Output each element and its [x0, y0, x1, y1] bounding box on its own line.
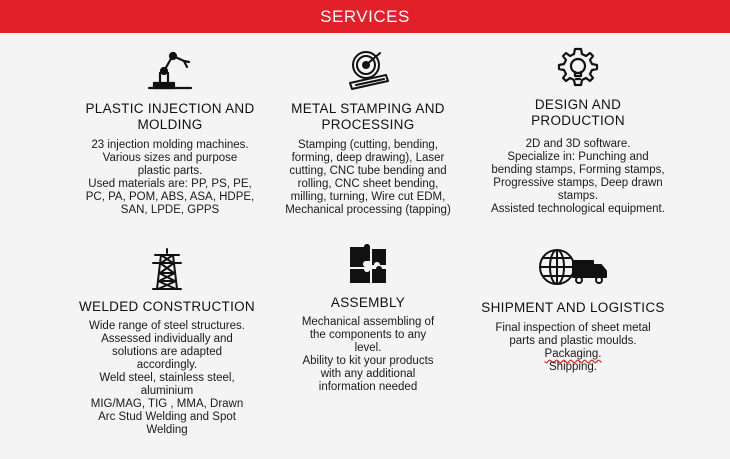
service-card-assembly	[268, 241, 468, 394]
description-line: 2D and 3D software.	[525, 138, 631, 150]
description-line: rolling, CNC sheet bending,	[297, 178, 439, 190]
description-line: Shipping.	[549, 361, 597, 373]
description-line: Wide range of steel structures.	[89, 320, 245, 332]
robot-arm-icon	[146, 45, 194, 93]
service-title-line: METAL STAMPING AND	[291, 101, 445, 116]
description-line: Stamping (cutting, bending,	[297, 139, 438, 151]
description-line: bending stamps, Forming stamps,	[491, 164, 665, 176]
description-line: Packaging.	[544, 348, 602, 360]
service-card-design-production	[478, 45, 678, 216]
service-title-line: PRODUCTION	[531, 113, 625, 128]
service-title-line: WELDED CONSTRUCTION	[79, 299, 255, 314]
description-line: PC, PA, POM, ABS, ASA, HDPE,	[85, 191, 255, 203]
saw-blade-icon	[344, 45, 392, 93]
description-line: aluminium	[140, 385, 194, 397]
description-line: Welding	[146, 424, 188, 436]
service-description	[67, 320, 267, 437]
description-line: level.	[354, 342, 382, 354]
description-line: Specialize in: Punching and	[507, 151, 649, 163]
description-line: stamps.	[557, 190, 599, 202]
service-description	[473, 322, 673, 374]
description-line: Weld steel, stainless steel,	[99, 372, 235, 384]
description-line: Mechanical processing (tapping)	[285, 204, 451, 216]
service-card-plastic-injection	[70, 45, 270, 217]
service-title-line: MOLDING	[137, 117, 203, 132]
service-card-metal-stamping	[268, 45, 468, 217]
services-grid	[0, 33, 730, 459]
description-line: Various sizes and purpose	[102, 152, 238, 164]
service-title-line: PLASTIC INJECTION AND	[85, 101, 255, 116]
description-line: Final inspection of sheet metal	[495, 322, 651, 334]
service-title-line: ASSEMBLY	[330, 295, 406, 310]
service-description	[268, 316, 468, 394]
description-line: milling, turning, Wire cut EDM,	[290, 191, 446, 203]
steel-tower-icon	[147, 247, 187, 291]
globe-truck-icon	[537, 247, 609, 289]
description-line: information needed	[318, 381, 418, 393]
description-line: solutions are adapted	[112, 346, 222, 358]
page-title: SERVICES	[320, 6, 410, 26]
description-line: Arc Stud Welding and Spot	[98, 411, 236, 423]
service-title-line: SHIPMENT AND LOGISTICS	[481, 300, 665, 315]
description-line: Mechanical assembling of	[301, 316, 435, 328]
description-line: Ability to kit your products	[302, 355, 434, 367]
service-description	[478, 138, 678, 216]
description-line: parts and plastic moulds.	[509, 335, 637, 347]
service-title-line: PROCESSING	[321, 117, 415, 132]
description-line: Assisted technological equipment.	[491, 203, 665, 215]
description-line: SAN, LPDE, GPPS	[120, 204, 220, 216]
description-line: plastic parts.	[137, 165, 203, 177]
description-line: Assessed individually and	[101, 333, 233, 345]
description-line: forming, deep drawing), Laser	[291, 152, 445, 164]
service-description	[268, 139, 468, 217]
description-line: the components to any	[309, 329, 427, 341]
description-line: Used materials are: PP, PS, PE,	[88, 178, 252, 190]
description-line: MIG/MAG, TIG , MMA, Drawn	[90, 398, 244, 410]
description-line: Progressive stamps, Deep drawn	[493, 177, 663, 189]
service-card-shipment-logistics	[473, 247, 673, 374]
description-line: with any additional	[320, 368, 416, 380]
service-card-welded-construction	[67, 247, 267, 437]
service-description	[70, 139, 270, 217]
service-title-line: DESIGN AND	[534, 97, 622, 112]
puzzle-icon	[344, 241, 392, 289]
services-banner	[0, 0, 730, 33]
description-line: accordingly.	[136, 359, 198, 371]
description-line: cutting, CNC tube bending and	[289, 165, 447, 177]
gear-bulb-icon	[554, 45, 602, 93]
description-line: 23 injection molding machines.	[91, 139, 249, 151]
